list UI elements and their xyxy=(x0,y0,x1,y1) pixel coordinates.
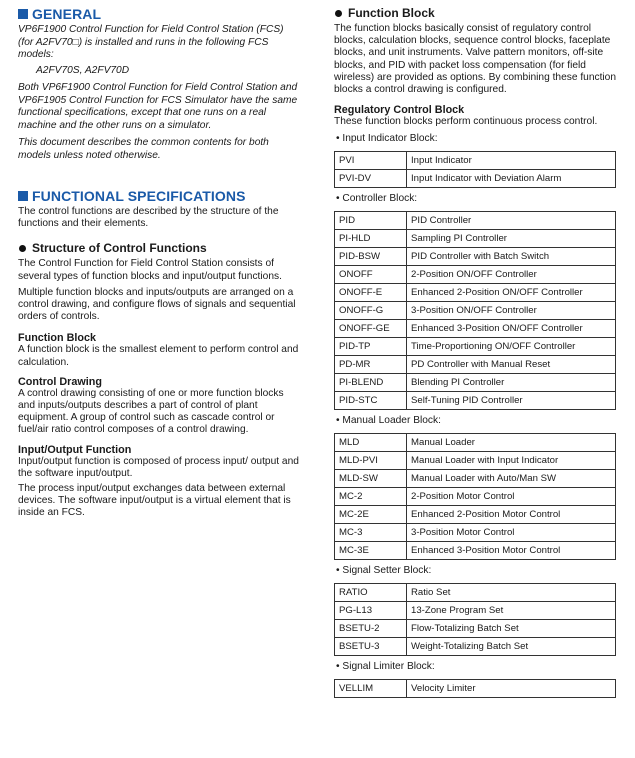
block-code: MC-2E xyxy=(335,506,407,524)
structure-para1: The Control Function for Field Control Station consists of several types of function blocks and input/output functions. xyxy=(18,258,282,282)
structure-heading: Structure of Control Functions xyxy=(18,241,300,255)
table-row xyxy=(335,542,616,560)
block-description: Flow-Totalizing Batch Set xyxy=(407,620,616,638)
io-function-text2: The process input/output exchanges data between external devices. The software input/output is a virtual element that is inside an FCS. xyxy=(18,483,291,519)
general-intro: VP6F1900 Control Function for Field Control Station (FCS) (for A2FV70□) is installed and runs in the following FCS models: xyxy=(18,24,284,60)
fcs-models: A2FV70S, A2FV70D xyxy=(36,64,130,76)
table-row xyxy=(335,488,616,506)
table-row xyxy=(335,302,616,320)
block-code: MLD xyxy=(335,434,407,452)
block-description: Manual Loader with Input Indicator xyxy=(407,452,616,470)
block-code: MLD-PVI xyxy=(335,452,407,470)
block-code: PI-BLEND xyxy=(335,374,407,392)
block-code: PID-BSW xyxy=(335,248,407,266)
general-heading: GENERAL xyxy=(18,6,300,22)
table-row xyxy=(335,452,616,470)
table-row xyxy=(335,602,616,620)
block-description: 13-Zone Program Set xyxy=(407,602,616,620)
block-code: BSETU-2 xyxy=(335,620,407,638)
block-description: Enhanced 2-Position Motor Control xyxy=(407,506,616,524)
block-description: Enhanced 3-Position Motor Control xyxy=(407,542,616,560)
regulatory-control-heading: Regulatory Control Block xyxy=(334,104,465,117)
block-code: PVI-DV xyxy=(335,170,407,188)
table-row xyxy=(335,152,616,170)
function-block-heading: Function Block xyxy=(334,6,616,20)
block-table xyxy=(334,433,616,560)
table-row xyxy=(335,584,616,602)
block-code: PID-TP xyxy=(335,338,407,356)
square-bullet-icon xyxy=(18,9,28,19)
block-description: Blending PI Controller xyxy=(407,374,616,392)
block-code: MC-2 xyxy=(335,488,407,506)
structure-para2: Multiple function blocks and inputs/outputs are arranged on a control drawing, and configure flows of signals and sequential orders of controls. xyxy=(18,286,296,323)
block-code: PD-MR xyxy=(335,356,407,374)
right-column xyxy=(334,6,616,698)
block-table xyxy=(334,679,616,698)
block-group-title: • Signal Setter Block: xyxy=(336,565,432,577)
block-description: 3-Position ON/OFF Controller xyxy=(407,302,616,320)
table-row xyxy=(335,284,616,302)
function-block-subheading: Function Block xyxy=(18,332,96,345)
block-description: Weight-Totalizing Batch Set xyxy=(407,638,616,656)
block-description: PID Controller with Batch Switch xyxy=(407,248,616,266)
block-code: PID-STC xyxy=(335,392,407,410)
io-function-text1: Input/output function is composed of process input/ output and the software input/output. xyxy=(18,455,299,479)
bullet-dot-icon xyxy=(19,245,26,252)
block-code: BSETU-3 xyxy=(335,638,407,656)
block-description: Time-Proportioning ON/OFF Controller xyxy=(407,338,616,356)
block-description: PID Controller xyxy=(407,212,616,230)
block-groups xyxy=(334,133,616,698)
block-code: ONOFF xyxy=(335,266,407,284)
block-table xyxy=(334,211,616,410)
block-group-title: • Manual Loader Block: xyxy=(336,415,441,427)
functional-intro: The control functions are described by the structure of the functions and their elements. xyxy=(18,206,279,230)
block-description: Manual Loader xyxy=(407,434,616,452)
table-row xyxy=(335,434,616,452)
block-table xyxy=(334,151,616,188)
block-description: Manual Loader with Auto/Man SW xyxy=(407,470,616,488)
block-description: 3-Position Motor Control xyxy=(407,524,616,542)
block-code: ONOFF-E xyxy=(335,284,407,302)
functional-spec-heading: FUNCTIONAL SPECIFICATIONS xyxy=(18,188,300,204)
table-row xyxy=(335,374,616,392)
table-row xyxy=(335,212,616,230)
block-description: Velocity Limiter xyxy=(407,680,616,698)
function-block-text: A function block is the smallest element to perform control and calculation. xyxy=(18,344,299,368)
table-row xyxy=(335,170,616,188)
table-row xyxy=(335,620,616,638)
block-description: Input Indicator with Deviation Alarm xyxy=(407,170,616,188)
general-para3: This document describes the common contents for both models unless noted otherwise. xyxy=(18,137,269,161)
table-row xyxy=(335,680,616,698)
regulatory-control-text: These function blocks perform continuous process control. xyxy=(334,116,598,128)
table-row xyxy=(335,524,616,542)
bullet-dot-icon xyxy=(335,10,342,17)
block-description: 2-Position Motor Control xyxy=(407,488,616,506)
block-code: VELLIM xyxy=(335,680,407,698)
block-group-title: • Controller Block: xyxy=(336,193,418,205)
control-drawing-subheading: Control Drawing xyxy=(18,375,102,388)
block-code: PI-HLD xyxy=(335,230,407,248)
block-description: PD Controller with Manual Reset xyxy=(407,356,616,374)
block-description: Enhanced 2-Position ON/OFF Controller xyxy=(407,284,616,302)
table-row xyxy=(335,248,616,266)
block-description: Enhanced 3-Position ON/OFF Controller xyxy=(407,320,616,338)
table-row xyxy=(335,638,616,656)
block-code: PID xyxy=(335,212,407,230)
table-row xyxy=(335,506,616,524)
block-code: MC-3 xyxy=(335,524,407,542)
function-block-description: The function blocks basically consist of regulatory control blocks, calculation blocks, sequence control blocks, faceplate blocks, and unit instruments. Valve pattern monitors, off-site blocks, and PID with packet loss compensation (for field wireless) are provided as options. By combining these function blocks a control drawing is configured. xyxy=(334,23,617,96)
block-table xyxy=(334,583,616,656)
block-description: Sampling PI Controller xyxy=(407,230,616,248)
general-para2: Both VP6F1900 Control Function for Field Control Station and VP6F1905 Control Function for FCS Simulator have the same functional specifications, except that one runs on a real machine and the other runs on a simulator. xyxy=(18,82,298,131)
block-code: PVI xyxy=(335,152,407,170)
block-code: ONOFF-GE xyxy=(335,320,407,338)
control-drawing-text: A control drawing consisting of one or more function blocks and inputs/outputs describes a part of control of plant equipment. A group of control such as cascade control or fuel/air ratio control composes of a control drawing. xyxy=(18,387,284,436)
table-row xyxy=(335,392,616,410)
table-row xyxy=(335,470,616,488)
block-description: Input Indicator xyxy=(407,152,616,170)
block-group-title: • Input Indicator Block: xyxy=(336,133,438,145)
io-function-subheading: Input/Output Function xyxy=(18,443,132,456)
block-code: MLD-SW xyxy=(335,470,407,488)
block-group-title: • Signal Limiter Block: xyxy=(336,661,435,673)
table-row xyxy=(335,266,616,284)
table-row xyxy=(335,320,616,338)
block-description: Self-Tuning PID Controller xyxy=(407,392,616,410)
table-row xyxy=(335,356,616,374)
block-code: MC-3E xyxy=(335,542,407,560)
block-description: Ratio Set xyxy=(407,584,616,602)
table-row xyxy=(335,338,616,356)
table-row xyxy=(335,230,616,248)
block-description: 2-Position ON/OFF Controller xyxy=(407,266,616,284)
left-column xyxy=(18,6,300,520)
block-code: ONOFF-G xyxy=(335,302,407,320)
block-code: RATIO xyxy=(335,584,407,602)
block-code: PG-L13 xyxy=(335,602,407,620)
square-bullet-icon xyxy=(18,191,28,201)
